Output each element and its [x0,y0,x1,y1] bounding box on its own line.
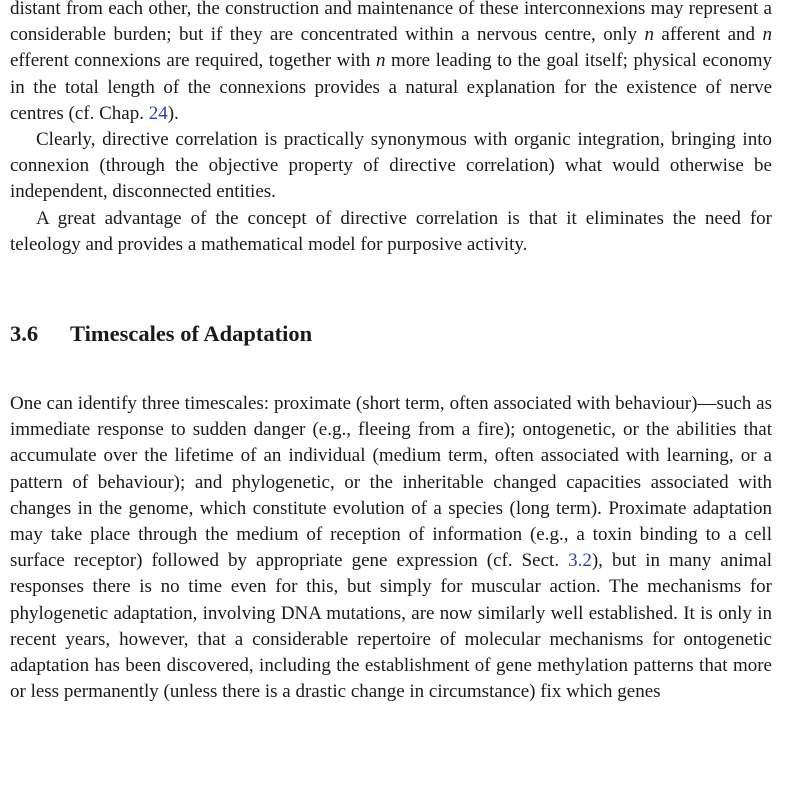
variable-n: n [644,24,654,46]
section-number: 3.6 [10,321,39,347]
text-run: A great advantage of the concept of directive correlation is that it eliminates the need for teleology and provides a mathematical model for purposive activity. [10,207,772,255]
text-run: Clearly, directive correlation is practically synonymous with organic integration, bringing into connexion (through the objective property of directive correlation) what would otherwise be independent, disconnected entities. [10,129,772,203]
text-run: ). [167,102,179,124]
text-run: ), but in many animal responses there is no time even for this, but simply for muscular action. The mechanisms for phylogenetic adaptation, involving DNA mutations, are now similarly well established. It is only in recent years, however, that a considerable repertoire of molecular mechanisms for ontogenetic adaptation has been discovered, including the establishment of gene methylation patterns that more or less permanently (unless there is a drastic change in circumstance) fix which genes [10,550,772,703]
text-run: One can identify three timescales: proximate (short term, often associated with behaviour)—such as immediate response to sudden danger (e.g., fleeing from a fire); ontogenetic, or the abilities that accumulate over the lifetime of an individual (medium term, often associated with learning, or a pattern of behaviour); and phylogenetic, or the inheritable changed capacities associated with changes in the genome, which constitute evolution of a species (long term). Proximate adaptation may take place through the medium of reception of information (e.g., a toxin binding to a cell surface receptor) followed by appropriate gene expression (cf. Sect. [10,393,772,572]
paragraph-organic-integration [10,127,772,206]
text-run: efferent connexions are required, together with [10,50,376,72]
variable-n: n [762,24,772,46]
paragraph-nerve-centres [10,0,772,127]
paragraph-timescales [10,391,772,705]
section-title: Timescales of Adaptation [70,321,313,347]
document-page [10,0,772,800]
section-heading [10,312,772,356]
text-run: afferent and [653,24,763,46]
variable-n: n [375,50,386,72]
paragraph-teleology [10,206,772,258]
cross-reference-link[interactable]: 24 [148,102,168,124]
text-run: distant from each other, the construction and maintenance of these interconnexions may represent a considerable burden; but if they are concentrated within a nervous centre, only [10,0,772,46]
cross-reference-link[interactable]: 3.2 [568,550,592,572]
text-run: more leading to the goal itself; physical economy in the total length of the connexions provides a natural explanation for the existence of nerve centres (cf. Chap. [10,50,772,124]
